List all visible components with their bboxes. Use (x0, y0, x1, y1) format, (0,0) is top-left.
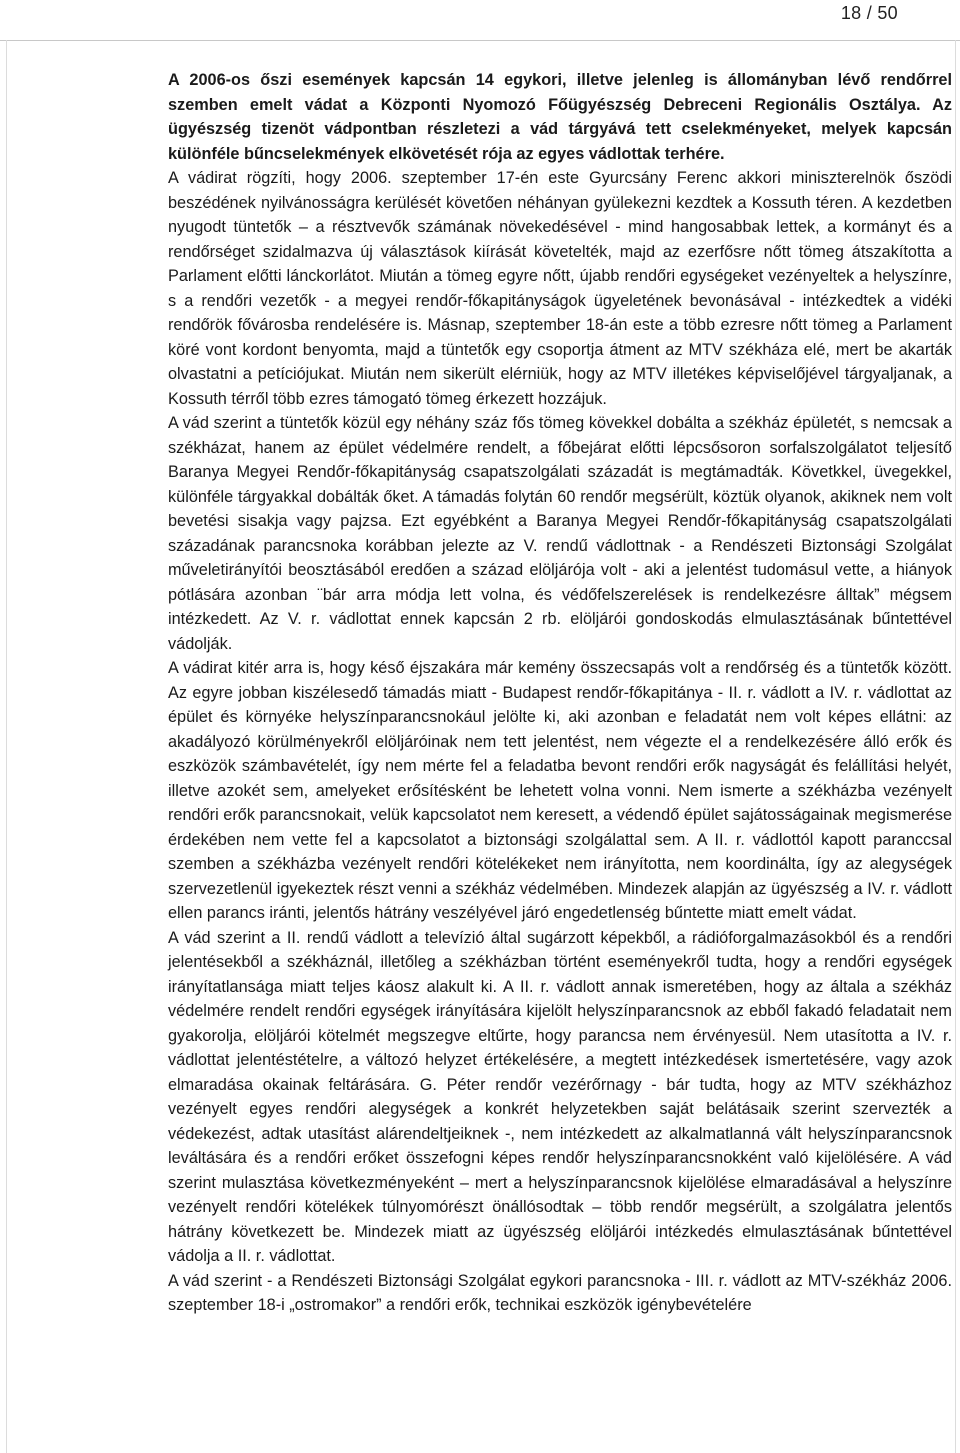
paragraph-mtv-attack: A vád szerint a tüntetők közül egy néhány száz fős tömeg kövekkel dobálta a székház épületét, s nemcsak a székházat, hanem az épület védelmére rendelt, a főbejárat előtti lépcsősoron sorfalszolgálatot teljesítő Baranya Megyei Rendőr-főkapitányság csapatszolgálati századát is megtámadták. Követkkel, üvegekkel, különféle tárgyakkal dobálták őket. A támadás folytán 60 rendőr megsérült, köztük olyanok, akiknek nem volt bevetési sisakja vagy pajzsa. Ezt egyébként a Baranya Megyei Rendőr-főkapitányság csapatszolgálati századának parancsnoka korábban jelezte az V. rendű vádlottnak - a Rendészeti Biztonsági Szolgálat műveletirányítói beosztásából eredően a század elöljárója volt - aki a jelentést tudomásul vette, a hiányok pótlására azonban ¨bár arra módja lett volna, és védőfelszerelések is rendelkezésre álltak” mégsem intézkedett. Az V. r. vádlottat ennek kapcsán 2 rb. elöljárói gondoskodás elmulasztásának bűntettével vádolják. (168, 414, 952, 653)
paragraph-night-clash: A vádirat kitér arra is, hogy késő éjszakára már kemény összecsapás volt a rendőrség és a tüntetők között. Az egyre jobban kiszélesedő támadás miatt - Budapest rendőr-főkapitánya - II. r. vádlott a IV. r. vádlottat az épület és környéke helyszínparancsnokául jelölte ki, aki azonban e feladatát nem volt képes ellátni: az akadályozó körülményekről elöljáróinak nem tett jelentést, nem végezte el a rendelkezésére álló erők és eszközök számbavételét, így nem mérte fel a feladatba bevont rendőri erők nagyságát és felállítási helyét, illetve azokét sem, amelyeket erősítésként be lehetett volna vonni. Nem ismerte a székházba vezényelt rendőri erők parancsnokait, velük kapcsolatot nem keresett, a védendő épület sajátosságainak megismerése érdekében nem vette fel a kapcsolatot a biztonsági szolgálattal sem. A II. r. vádlottól kapott paranccsal szemben a székházba vezényelt rendőri kötelékeket nem irányította, nem koordinálta, így az alegységek szervezetlenül igyekeztek részt venni a székház védelmében. Mindezek alapján az ügyészség a IV. r. vádlott ellen parancs iránti, jelentős hátrány veszélyével járó engedetlenség bűntette miatt emelt vádat. (168, 659, 952, 922)
page-header (0, 0, 960, 41)
paragraph-indictment-events: A vádirat rögzíti, hogy 2006. szeptember 17-én este Gyurcsány Ferenc akkori miniszterelnök őszödi beszédének nyilvánosságra kerülését követően néhányan gyülekezni kezdtek a Kossuth téren. A kezdetben nyugodt tüntetők – a résztvevők számának növekedésével - mind hangosabbak lettek, a kormányt és a rendőrséget szidalmazva új választások kiírását követelték, majd az ezerfősre nőtt tömeg átszakította a Parlament előtti lánckorlátot. Miután a tömeg egyre nőtt, újabb rendőri egységeket vezényeltek a helyszínre, s a rendőri vezetők - a megyei rendőr-főkapitányságok ügyeletének bevonásával - intézkedtek a vidéki rendőrök fővárosba rendelésére is. Másnap, szeptember 18-án este a több ezresre nőtt tömeg a Parlament köré vont kordont benyomta, majd a tüntetők egy csoportja átment az MTV székháza elé, mert be akarták olvastatni a petíciójukat. Miután nem sikerült elérniük, hogy az MTV illetékes képviselőjével tárgyaljanak, a Kossuth térről több ezres támogató tömeg érkezett hozzájuk. (168, 169, 952, 408)
paragraph-second-defendant: A vád szerint a II. rendű vádlott a televízió által sugárzott képekből, a rádióforgalmazásokból és a rendőri jelentésekből a székháznál, illetőleg a székházban történt eseményekről tudta, hogy a rendőri egységek irányítatlansága miatt teljes káosz alakult ki. A II. r. vádlott annak ismeretében, hogy az általa a székház védelmére rendelt rendőri egységek irányítására kijelölt helyszínparancsnok az ebből fakadó feladatait nem gyakorolja, elöljárói kötelmét megszegve eltűrte, hogy parancsa nem érvényesül. Nem utasította a IV. r. vádlottat jelentéstételre, a változó helyzet értékelésére, a megtett intézkedések ismertetésére, vagy azok elmaradása okainak feltárására. G. Péter rendőr vezérőrnagy - bár tudta, hogy az MTV székházhoz vezényelt egyes rendőri alegységek a konkrét helyzetekben saját belátásaik szerint szervezték a védekezést, adtak utasítást alárendeltjeiknek -, nem intézkedett az alkalmatlanná vált helyszínparancsnok leváltására és a rendőri erőket összefogni képes rendőr helyszínparancsnokként való kijelölésére. A vád szerint mulasztása következményeként – mert a helyszínparancsnok kijelölése elmaradásával a helyszínre vezényelt rendőri kötelékek túlnyomórészt önállósodtak – több rendőr megsérült, a szolgálatra jelentős hátrány következett be. Mindezek miatt az ügyészség elöljárói intézkedés elmulasztásának bűntettével vádolja a II. r. vádlottat. (168, 928, 952, 1265)
page-number: 18 / 50 (840, 3, 898, 23)
paragraph-intro: A 2006-os őszi események kapcsán 14 egykori, illetve jelenleg is állományban lévő rendőrrel szemben emelt vádat a Központi Nyomozó Főügyészség Debreceni Regionális Osztálya. Az ügyészség tizenöt vádpontban részletezi a vád tárgyává tett cselekményeket, melyek kapcsán különféle bűncselekmények elkövetését rója az egyes vádlottak terhére. (168, 71, 952, 163)
paragraph-third-defendant: A vád szerint - a Rendészeti Biztonsági Szolgálat egykori parancsnoka - III. r. vádlott az MTV-székház 2006. szeptember 18-i „ostromakor” a rendőri erők, technikai eszközök igénybevételére (168, 1271, 952, 1314)
document-body (168, 68, 952, 1318)
